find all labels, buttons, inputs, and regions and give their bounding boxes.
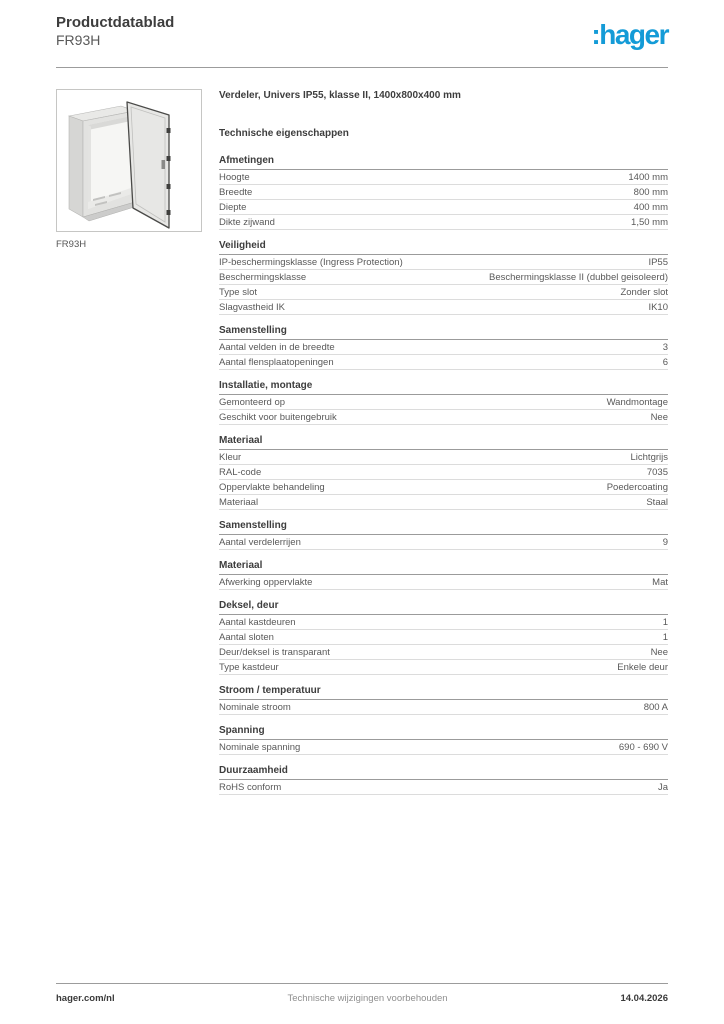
spec-section-duurzaamheid bbox=[219, 765, 668, 795]
spec-label: Aantal velden in de breedte bbox=[219, 341, 335, 353]
section-heading: Veiligheid bbox=[219, 240, 668, 255]
spec-row bbox=[219, 630, 668, 645]
spec-value: Lichtgrijs bbox=[630, 451, 668, 463]
document-type-title: Productdatablad bbox=[56, 14, 175, 31]
spec-value: 1 bbox=[662, 616, 668, 628]
spec-section-samenstelling-1 bbox=[219, 325, 668, 370]
tech-specs-heading: Technische eigenschappen bbox=[219, 128, 349, 139]
spec-value: 3 bbox=[662, 341, 668, 353]
section-heading: Deksel, deur bbox=[219, 600, 668, 615]
document-header bbox=[56, 14, 668, 50]
spec-section-installatie bbox=[219, 380, 668, 425]
spec-label: Aantal kastdeuren bbox=[219, 616, 296, 628]
spec-row bbox=[219, 535, 668, 550]
spec-label: Deur/deksel is transparant bbox=[219, 646, 330, 658]
spec-row bbox=[219, 780, 668, 795]
footer-notice: Technische wijzigingen voorbehouden bbox=[287, 993, 448, 1004]
spec-value: Ja bbox=[657, 781, 668, 793]
spec-value: Poedercoating bbox=[606, 481, 668, 493]
spec-value: Beschermingsklasse II (dubbel geisoleerd) bbox=[488, 271, 668, 283]
footer-date: 14.04.2026 bbox=[620, 993, 668, 1004]
door-lock bbox=[162, 160, 166, 169]
spec-row bbox=[219, 465, 668, 480]
section-heading: Installatie, montage bbox=[219, 380, 668, 395]
section-heading: Stroom / temperatuur bbox=[219, 685, 668, 700]
document-footer bbox=[56, 983, 668, 1004]
spec-row bbox=[219, 395, 668, 410]
spec-row bbox=[219, 700, 668, 715]
spec-value: 1 bbox=[662, 631, 668, 643]
spec-value: 6 bbox=[662, 356, 668, 368]
spec-value: 1400 mm bbox=[628, 171, 668, 183]
spec-value: Nee bbox=[650, 411, 668, 423]
spec-section-deksel-deur bbox=[219, 600, 668, 675]
main-content bbox=[56, 89, 668, 805]
spec-section-afmetingen bbox=[219, 155, 668, 230]
spec-row bbox=[219, 740, 668, 755]
spec-label: Hoogte bbox=[219, 171, 250, 183]
section-heading: Samenstelling bbox=[219, 325, 668, 340]
spec-value: Staal bbox=[646, 496, 668, 508]
spec-section-materiaal-1 bbox=[219, 435, 668, 510]
spec-label: Dikte zijwand bbox=[219, 216, 275, 228]
spec-row bbox=[219, 300, 668, 315]
spec-row bbox=[219, 450, 668, 465]
spec-row bbox=[219, 410, 668, 425]
spec-value: Enkele deur bbox=[617, 661, 668, 673]
spec-row bbox=[219, 270, 668, 285]
spec-label: Gemonteerd op bbox=[219, 396, 286, 408]
spec-row bbox=[219, 660, 668, 675]
spec-row bbox=[219, 255, 668, 270]
section-heading: Afmetingen bbox=[219, 155, 668, 170]
section-heading: Duurzaamheid bbox=[219, 765, 668, 780]
spec-row bbox=[219, 170, 668, 185]
spec-label: Aantal verdelerrijen bbox=[219, 536, 301, 548]
spec-value: IP55 bbox=[648, 256, 668, 268]
header-title-block bbox=[56, 14, 174, 49]
spec-table bbox=[219, 155, 668, 795]
spec-label: RoHS conform bbox=[219, 781, 282, 793]
footer-website: hager.com/nl bbox=[56, 993, 115, 1004]
spec-row bbox=[219, 340, 668, 355]
spec-row bbox=[219, 575, 668, 590]
spec-section-stroom bbox=[219, 685, 668, 715]
enclosure-illustration bbox=[57, 90, 201, 231]
product-image bbox=[56, 89, 202, 232]
spec-label: Type kastdeur bbox=[219, 661, 279, 673]
specs-column bbox=[219, 89, 668, 805]
spec-value: 7035 bbox=[646, 466, 668, 478]
spec-label: Nominale stroom bbox=[219, 701, 291, 713]
image-column bbox=[56, 89, 202, 805]
spec-label: Geschikt voor buitengebruik bbox=[219, 411, 337, 423]
spec-label: Breedte bbox=[219, 186, 253, 198]
spec-row bbox=[219, 185, 668, 200]
spec-section-samenstelling-2 bbox=[219, 520, 668, 550]
spec-value: 690 - 690 V bbox=[618, 741, 668, 753]
spec-value: 800 mm bbox=[633, 186, 668, 198]
spec-row bbox=[219, 285, 668, 300]
section-heading: Samenstelling bbox=[219, 520, 668, 535]
hager-logo: :hager bbox=[591, 19, 668, 50]
section-heading: Materiaal bbox=[219, 560, 668, 575]
product-title: Verdeler, Univers IP55, klasse II, 1400x800x400 mm bbox=[219, 90, 461, 101]
spec-label: Afwerking oppervlakte bbox=[219, 576, 313, 588]
spec-label: Diepte bbox=[219, 201, 247, 213]
spec-label: Slagvastheid IK bbox=[219, 301, 286, 313]
product-code: FR93H bbox=[56, 32, 101, 48]
spec-value: 800 A bbox=[643, 701, 668, 713]
spec-value: Zonder slot bbox=[620, 286, 668, 298]
spec-row bbox=[219, 355, 668, 370]
spec-row bbox=[219, 480, 668, 495]
spec-row bbox=[219, 215, 668, 230]
spec-value: 1,50 mm bbox=[631, 216, 668, 228]
spec-label: Kleur bbox=[219, 451, 242, 463]
image-caption: FR93H bbox=[56, 239, 87, 250]
spec-label: Type slot bbox=[219, 286, 258, 298]
spec-label: Oppervlakte behandeling bbox=[219, 481, 325, 493]
spec-label: Aantal flensplaatopeningen bbox=[219, 356, 334, 368]
spec-label: Aantal sloten bbox=[219, 631, 274, 643]
section-heading: Spanning bbox=[219, 725, 668, 740]
spec-label: IP-beschermingsklasse (Ingress Protection) bbox=[219, 256, 403, 268]
spec-row bbox=[219, 200, 668, 215]
spec-value: 400 mm bbox=[633, 201, 668, 213]
spec-row bbox=[219, 645, 668, 660]
spec-value: Nee bbox=[650, 646, 668, 658]
spec-label: RAL-code bbox=[219, 466, 262, 478]
spec-row bbox=[219, 495, 668, 510]
spec-label: Nominale spanning bbox=[219, 741, 301, 753]
section-heading: Materiaal bbox=[219, 435, 668, 450]
spec-value: 9 bbox=[662, 536, 668, 548]
spec-section-materiaal-2 bbox=[219, 560, 668, 590]
spec-section-spanning bbox=[219, 725, 668, 755]
header-divider bbox=[56, 67, 668, 68]
spec-value: Wandmontage bbox=[606, 396, 668, 408]
spec-value: Mat bbox=[652, 576, 668, 588]
spec-label: Materiaal bbox=[219, 496, 259, 508]
spec-section-veiligheid bbox=[219, 240, 668, 315]
spec-row bbox=[219, 615, 668, 630]
spec-value: IK10 bbox=[648, 301, 668, 313]
spec-label: Beschermingsklasse bbox=[219, 271, 307, 283]
